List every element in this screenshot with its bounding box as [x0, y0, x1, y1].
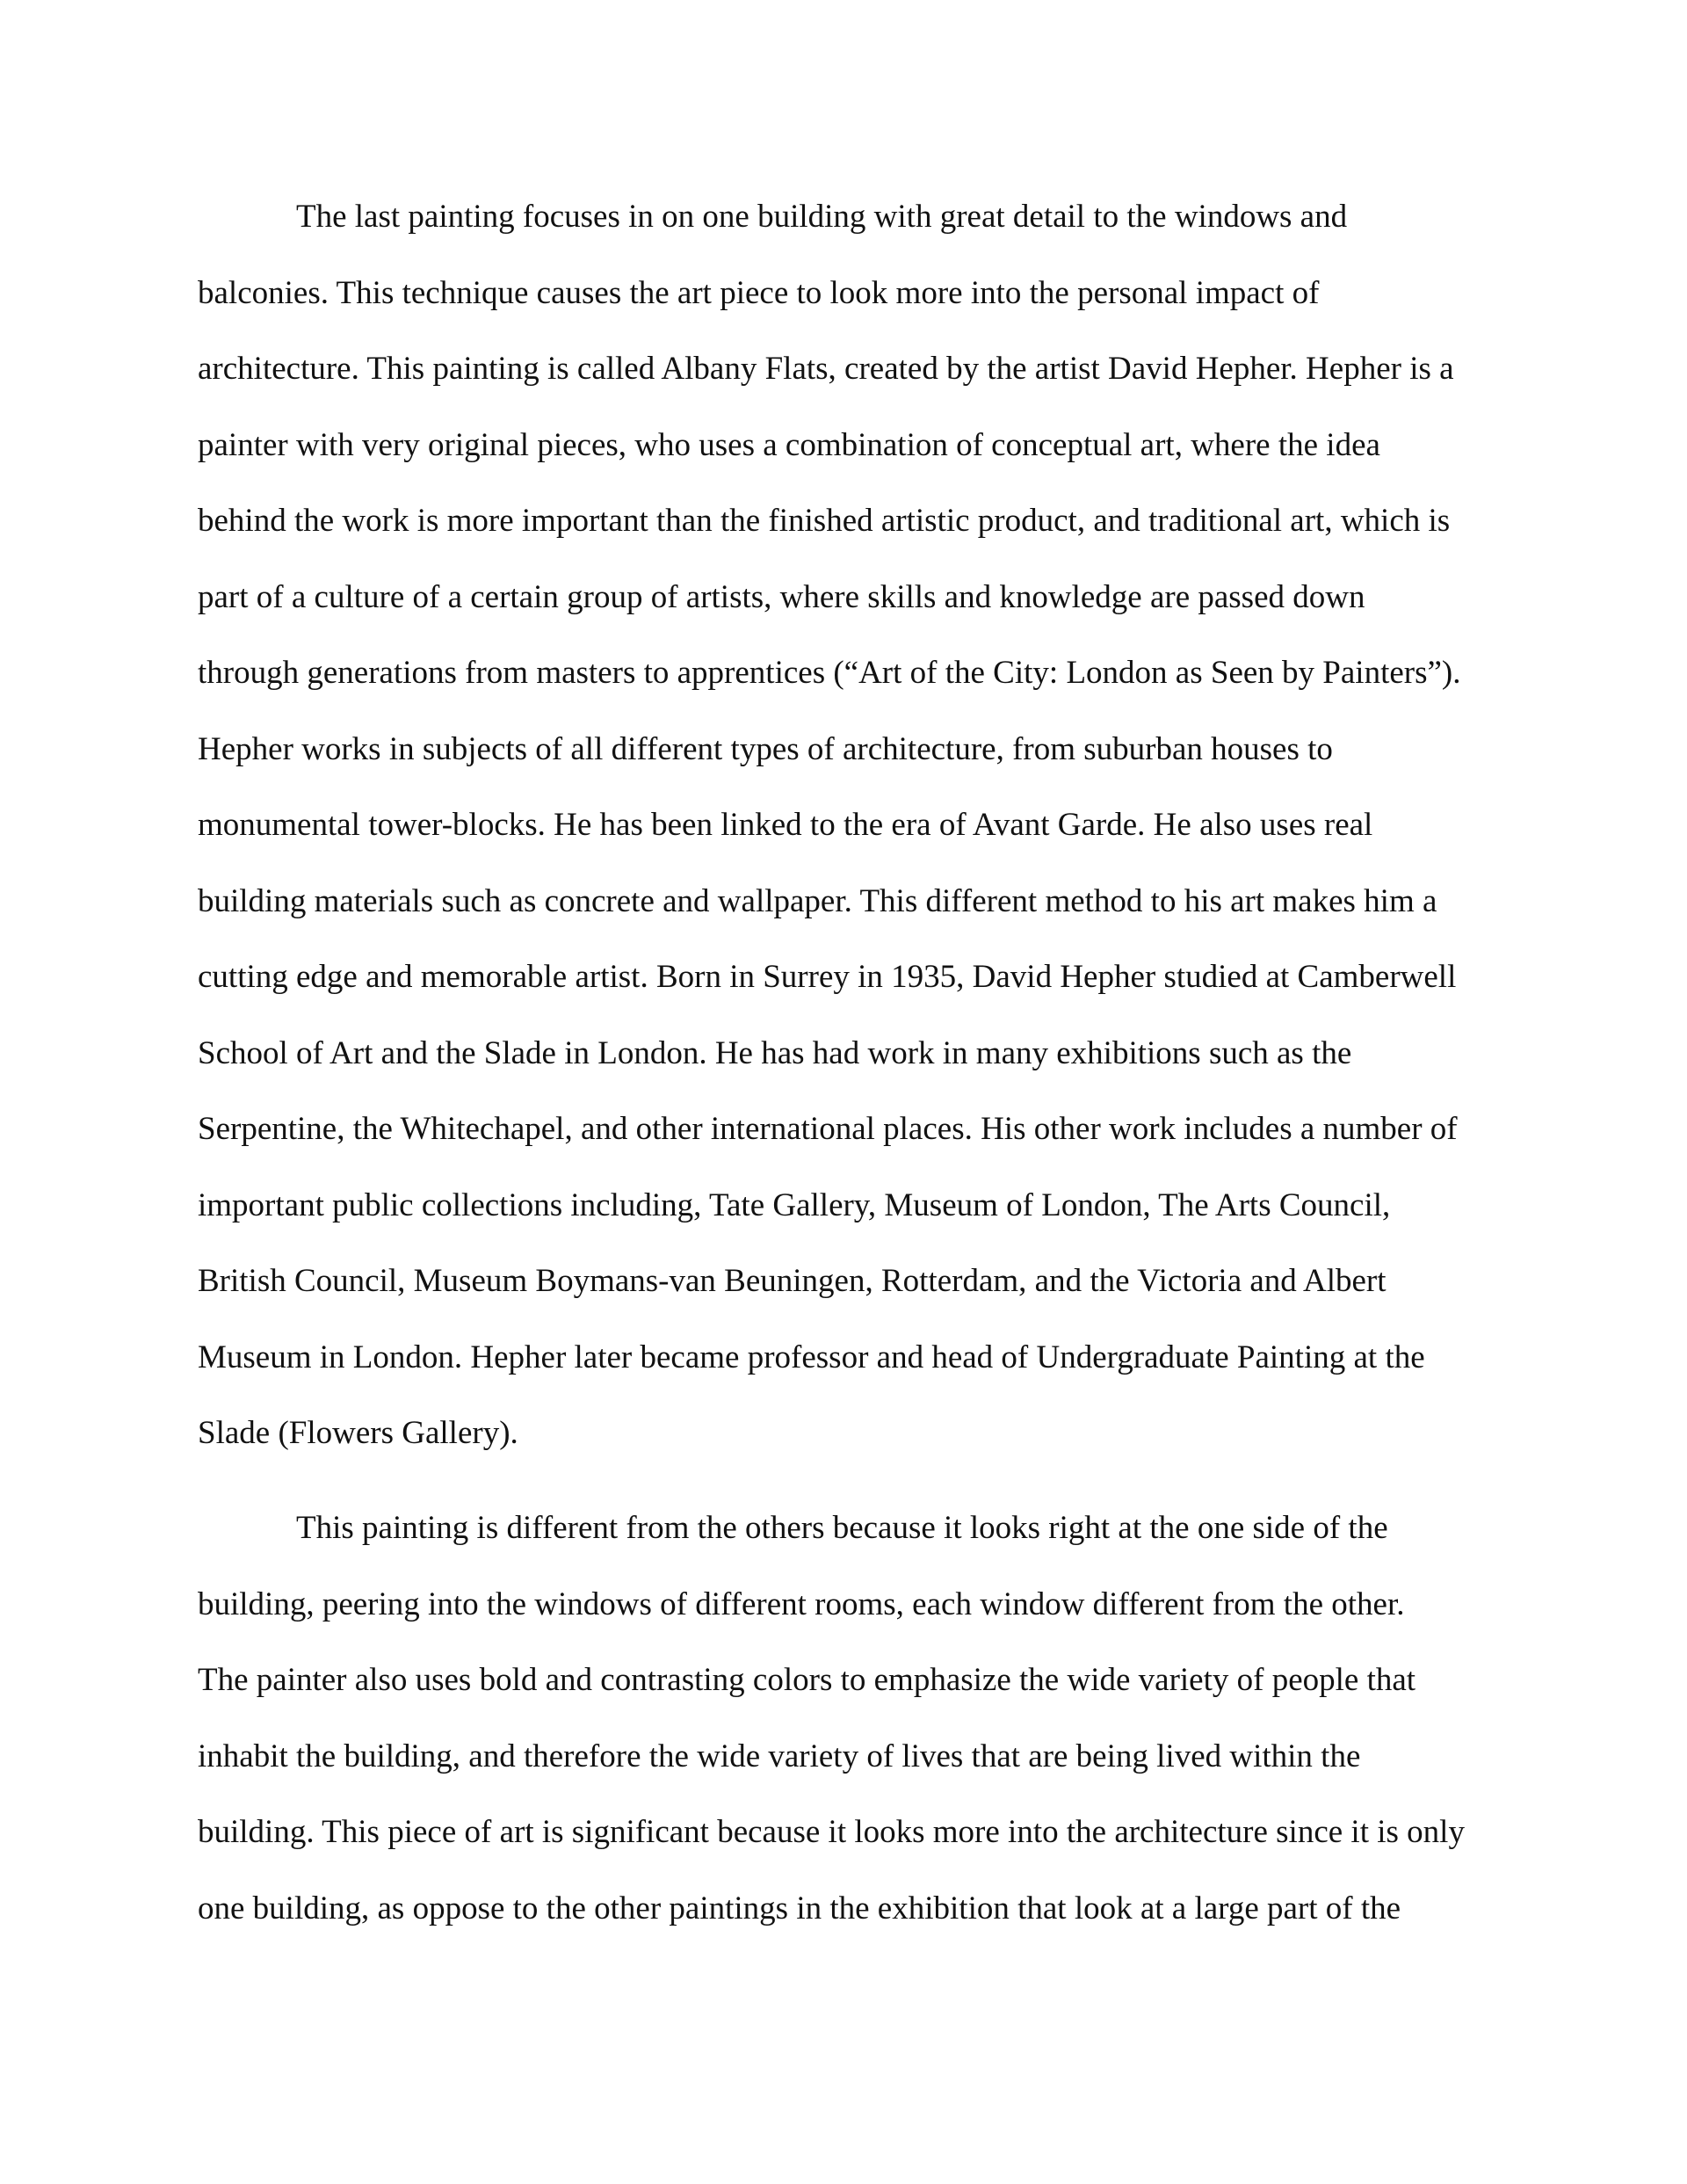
paragraph-line: Museum in London. Hepher later became professor and head of Undergraduate Painting at the — [198, 1339, 1425, 1375]
paragraph-line: building materials such as concrete and wallpaper. This different method to his art makes him a — [198, 882, 1437, 919]
paragraph-line: inhabit the building, and therefore the wide variety of lives that are being lived within the — [198, 1738, 1361, 1774]
paragraph-line: building, peering into the windows of different rooms, each window different from the other. — [198, 1585, 1405, 1622]
paragraph-line: British Council, Museum Boymans-van Beuningen, Rotterdam, and the Victoria and Albert — [198, 1263, 1387, 1299]
paragraph-1 — [198, 195, 1461, 1488]
paragraph-line: through generations from masters to apprentices (“Art of the City: London as Seen by Painters”). — [198, 655, 1461, 691]
paragraph-line: monumental tower-blocks. He has been linked to the era of Avant Garde. He also uses real — [198, 807, 1373, 843]
paragraph-line: painter with very original pieces, who uses a combination of conceptual art, where the idea — [198, 426, 1380, 463]
paragraph-line: building. This piece of art is significant because it looks more into the architecture since it is only — [198, 1814, 1465, 1850]
paragraph-line: This painting is different from the others because it looks right at the one side of the — [296, 1510, 1388, 1546]
paragraph-line: Hepher works in subjects of all different types of architecture, from suburban houses to — [198, 730, 1333, 767]
paragraph-2 — [198, 1506, 1465, 1963]
paragraph-line: balconies. This technique causes the art piece to look more into the personal impact of — [198, 274, 1320, 311]
paragraph-line: behind the work is more important than the finished artistic product, and traditional art, which is — [198, 503, 1451, 539]
paragraph-line: The painter also uses bold and contrasting colors to emphasize the wide variety of people that — [198, 1662, 1416, 1698]
paragraph-line: Slade (Flowers Gallery). — [198, 1415, 518, 1451]
paragraph-line: Serpentine, the Whitechapel, and other international places. His other work includes a number of — [198, 1111, 1458, 1147]
paragraph-line: important public collections including, Tate Gallery, Museum of London, The Arts Council, — [198, 1186, 1391, 1223]
paragraph-line: part of a culture of a certain group of artists, where skills and knowledge are passed down — [198, 578, 1365, 615]
paragraph-line: cutting edge and memorable artist. Born in Surrey in 1935, David Hepher studied at Camberwell — [198, 959, 1457, 995]
paragraph-line: School of Art and the Slade in London. He has had work in many exhibitions such as the — [198, 1034, 1352, 1071]
paragraph-line: architecture. This painting is called Albany Flats, created by the artist David Hepher. Hepher is a — [198, 351, 1454, 387]
paragraph-line: one building, as oppose to the other paintings in the exhibition that look at a large part of the — [198, 1890, 1401, 1926]
paragraph-line: The last painting focuses in on one building with great detail to the windows and — [296, 199, 1348, 235]
